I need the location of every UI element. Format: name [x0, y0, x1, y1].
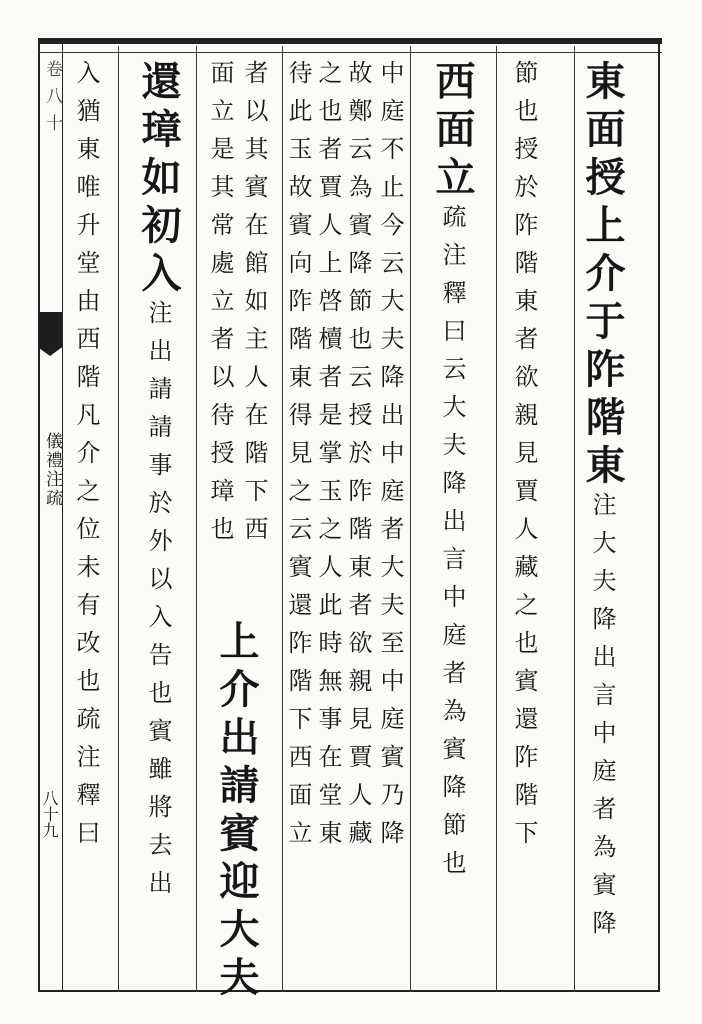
column-rule: [196, 46, 197, 992]
fish-tail-mark-icon: [38, 312, 62, 356]
column-rule: [282, 46, 283, 992]
text-column-1: [579, 60, 626, 948]
top-border-line: [38, 52, 662, 53]
text-column-8: [242, 60, 266, 554]
main-text: 上介出請賓迎大夫: [213, 620, 260, 1004]
text-column-2: [512, 60, 536, 858]
text-column-9-main: [213, 620, 260, 1004]
column-rule: [574, 46, 575, 992]
annotation-text: 注出請請事於外以入告也賓雖將去出: [144, 300, 172, 908]
text-column-6: [316, 60, 340, 858]
text-column-3: [429, 60, 476, 888]
text-column-7: [286, 60, 310, 858]
annotation-text: 待此玉故賓向阼階東得見之云賓還阼階下西面立: [284, 60, 312, 858]
text-column-9: [208, 60, 232, 554]
annotation-text: 者以其賓在館如主人在階下西: [240, 60, 268, 554]
annotation-text: 面立是其常處立者以待授璋也: [206, 60, 234, 554]
main-text: 東面授上介于阼階東: [579, 60, 626, 492]
text-column-10: [135, 60, 182, 908]
annotation-text: 之也者賈人上啓櫝者是掌玉之人此時無事在堂東: [314, 60, 342, 858]
annotation-text: 注大夫降出言中庭者為賓降: [588, 492, 616, 948]
margin-volume-label: 卷八十: [42, 60, 62, 141]
main-text: 還璋如初入: [135, 60, 182, 300]
margin-book-title: 儀禮注疏: [42, 432, 62, 508]
annotation-text: 入猶東唯升堂由西階凡介之位未有改也疏注釋曰: [72, 60, 100, 858]
annotation-text: 中庭不止今云大夫降出中庭者大夫至中庭賓乃降: [376, 60, 404, 858]
top-border-band: [38, 38, 662, 44]
annotation-text: 故鄭云為賓降節也云授於阼階東者欲親見賈人藏: [344, 60, 372, 858]
fold-margin-line: [62, 40, 63, 992]
column-rule: [118, 46, 119, 992]
annotation-text: 節也授於阼階東者欲親見賈人藏之也賓還阼階下: [510, 60, 538, 858]
text-column-4: [378, 60, 402, 858]
margin-page-number: 八十九: [40, 790, 59, 838]
annotation-text: 疏注釋曰云大夫降出言中庭者為賓降節也: [438, 204, 466, 888]
text-column-5: [346, 60, 370, 858]
text-column-11: [74, 60, 98, 858]
main-text: 西面立: [429, 60, 476, 204]
column-rule: [410, 46, 411, 992]
column-rule: [496, 46, 497, 992]
